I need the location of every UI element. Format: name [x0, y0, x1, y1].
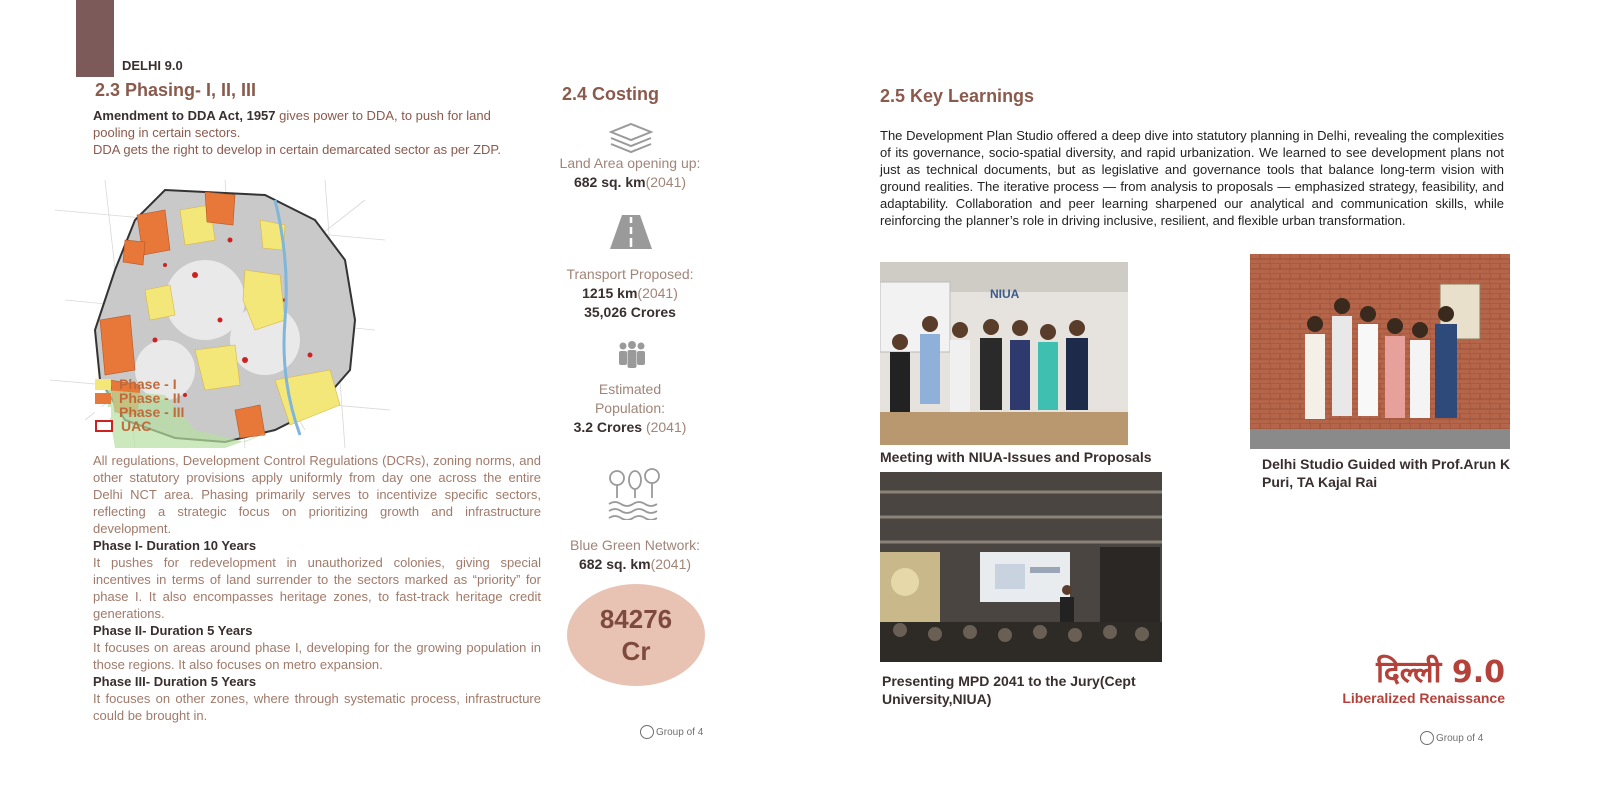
costing-title: 2.4 Costing — [562, 84, 660, 104]
total-cost-badge — [567, 584, 705, 686]
phase1-text: It pushes for redevelopment in unauthorized colonies, giving special incentives in terms of land surrender to the sectors marked as “priority” for phase I. It also encompasses heritage zones, to fast-track heritage credit generations. — [93, 555, 541, 621]
layers-icon — [609, 122, 653, 156]
stat-land-value: 682 sq. km — [573, 174, 646, 190]
group-logo-icon — [640, 725, 654, 739]
map-legend — [95, 377, 184, 433]
stat-transport-label: Transport Proposed: — [566, 266, 694, 282]
phase2-text: It focuses on areas around phase I, developing for the growing population in those regions. It also focuses on metro expansion. — [93, 640, 541, 672]
accent-bar — [76, 0, 114, 77]
footer-right — [1420, 731, 1483, 745]
road-icon — [608, 213, 654, 251]
photo-jury-presentation — [880, 472, 1162, 662]
phasing-body-text: All regulations, Development Control Regulations (DCRs), zoning norms, and other statutory provisions apply uniformly from day one across the entire Delhi NCT area. Phasing primarily serves to incentivize specific sectors, reflecting a strategic focus on prioritizing growth and infrastructure development. — [93, 453, 541, 536]
photo-studio-guided — [1250, 254, 1510, 449]
stat-pop-label-2: Population: — [594, 400, 666, 416]
legend-swatch-uac — [95, 420, 113, 432]
stat-land-label: Land Area opening up: — [559, 155, 701, 171]
total-cost-unit: Cr — [621, 636, 651, 666]
stat-pop-value: 3.2 Crores — [573, 419, 643, 435]
stat-bg-value: 682 sq. km — [578, 556, 651, 572]
stat-land-year: (2041) — [645, 174, 687, 190]
trees-water-icon — [607, 466, 663, 520]
legend-phase2 — [95, 391, 184, 405]
stat-pop-label-1: Estimated — [598, 381, 662, 397]
phase2-title: Phase II- Duration 5 Years — [93, 623, 253, 638]
legend-swatch-phase1 — [95, 379, 111, 390]
stat-bg-label: Blue Green Network: — [570, 537, 700, 553]
caption-studio-guided: Delhi Studio Guided with Prof.Arun K Puri, TA Kajal Rai — [1262, 456, 1511, 490]
legend-uac — [95, 419, 184, 433]
photo1-sign: NIUA — [990, 287, 1020, 301]
legend-label-phase2: Phase - II — [119, 390, 181, 406]
group-logo-icon-right — [1420, 731, 1434, 745]
legend-phase1 — [95, 377, 184, 391]
total-cost-number: 84276 — [599, 604, 673, 634]
phasing-intro-line2: DDA gets the right to develop in certain demarcated sector as per ZDP. — [93, 142, 502, 157]
delhi-logo-tagline: Liberalized Renaissance — [1342, 690, 1505, 706]
phasing-title: 2.3 Phasing- I, II, III — [95, 80, 257, 100]
phasing-intro — [93, 107, 533, 158]
footer-left — [640, 725, 703, 739]
caption-niua-meeting: Meeting with NIUA-Issues and Proposals — [880, 449, 1152, 465]
caption-jury-presentation: Presenting MPD 2041 to the Jury(Cept University,NIUA) — [882, 673, 1136, 707]
phasing-intro-bold: Amendment to DDA Act, 1957 — [93, 108, 276, 123]
photo-niua-meeting — [880, 262, 1128, 445]
footer-right-text: Group of 4 — [1436, 732, 1484, 744]
learnings-body: The Development Plan Studio offered a deep dive into statutory planning in Delhi, revealing the complexities of its governance, socio-spatial diversity, and rapid urbanization. We learned to see development plans not just as technical documents, but as legislative and governance tools that balance long-term vision with ground realities. The iterative process — from analysis to proposals — emphasized strategy, feasibility, and adaptability. Collaboration and peer learning sharpened our analytical and communication skills, while reinforcing the planner’s role in driving inclusive, resilient, and flexible urban transformation. — [880, 128, 1504, 228]
people-icon — [617, 340, 647, 370]
stat-bg-year: (2041) — [650, 556, 692, 572]
stat-land — [540, 154, 720, 192]
brand-label: DELHI 9.0 — [122, 58, 183, 73]
stat-bluegreen — [545, 536, 725, 574]
phase3-title: Phase III- Duration 5 Years — [93, 674, 257, 689]
phase1-title: Phase I- Duration 10 Years — [93, 538, 257, 553]
footer-left-text: Group of 4 — [656, 726, 704, 738]
phase3-text: It focuses on other zones, where through systematic process, infrastructure could be brought in. — [93, 691, 541, 723]
phasing-body — [93, 452, 541, 724]
legend-label-phase1: Phase - I — [119, 376, 177, 392]
stat-pop-year: (2041) — [642, 419, 687, 435]
stat-transport — [540, 265, 720, 322]
legend-swatch-phase3 — [95, 407, 111, 418]
stat-transport-value: 1215 km — [582, 285, 638, 301]
delhi-logo-hindi: दिल्ली 9.0 — [1376, 655, 1505, 690]
legend-label-uac: UAC — [121, 418, 152, 434]
phasing-intro-rest: gives power to DDA, to push for land pooling in certain sectors. — [93, 108, 491, 140]
legend-label-phase3: Phase - III — [119, 404, 185, 420]
learnings-title: 2.5 Key Learnings — [880, 86, 1035, 106]
stat-transport-cost: 35,026 Crores — [584, 304, 676, 320]
legend-swatch-phase2 — [95, 393, 111, 404]
delhi-logo — [1295, 656, 1505, 706]
legend-phase3 — [95, 405, 184, 419]
stat-transport-year: (2041) — [637, 285, 678, 301]
stat-population — [540, 380, 720, 437]
